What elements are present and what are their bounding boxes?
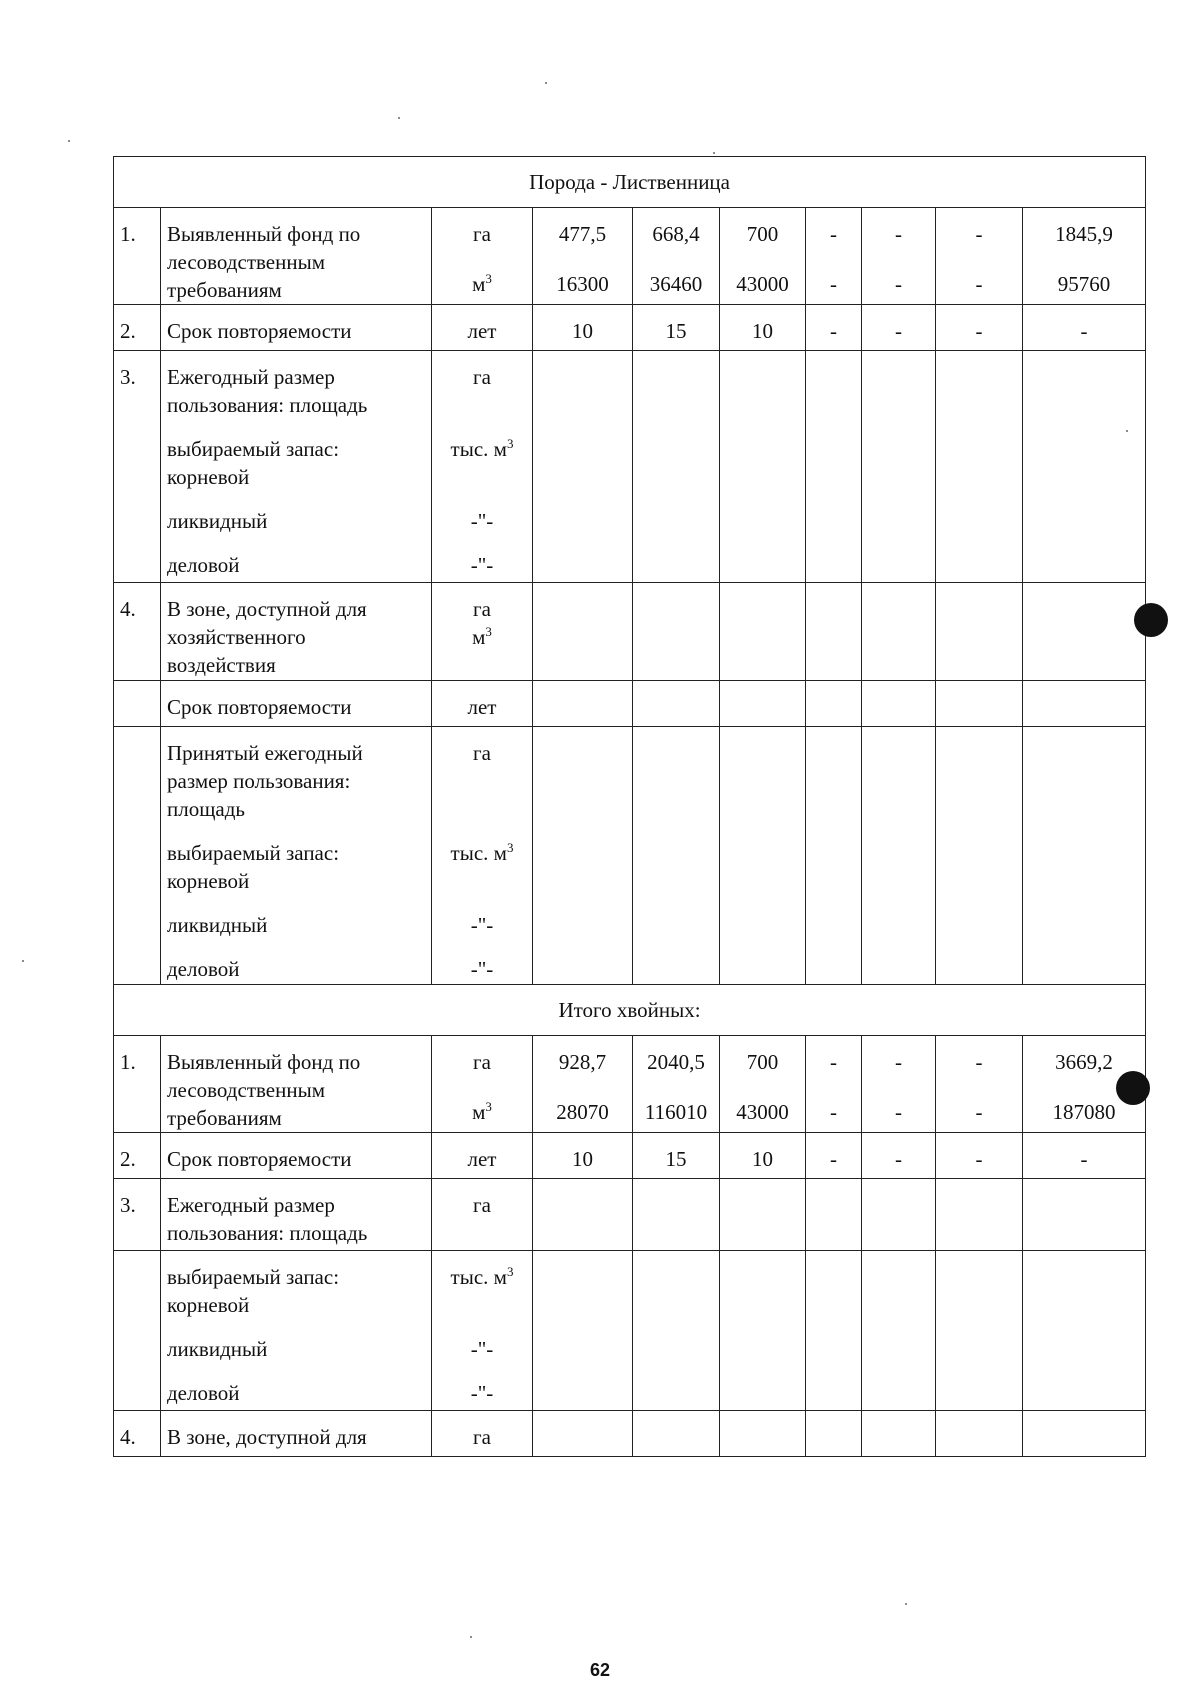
- value-cell: [633, 1133, 720, 1179]
- label-line: лесоводственным: [167, 1078, 325, 1102]
- row-unit: [432, 351, 533, 583]
- label-line: требованиям: [167, 278, 282, 302]
- unit-text: -"-: [470, 913, 494, 937]
- unit-text: га: [473, 741, 491, 765]
- value-cell: [633, 1036, 720, 1133]
- value-cell: [862, 1411, 936, 1457]
- value-cell: [533, 1179, 633, 1251]
- label-line: требованиям: [167, 1106, 282, 1130]
- value-text: 36460: [649, 272, 703, 296]
- row-label: [161, 1133, 432, 1179]
- unit-spacer: [432, 767, 532, 795]
- value-cell: [533, 1133, 633, 1179]
- unit-text: лет: [467, 695, 497, 719]
- value-cell: [806, 1251, 862, 1411]
- unit-group: [432, 739, 532, 823]
- value-text: -: [895, 319, 902, 343]
- value-cell: [936, 583, 1023, 681]
- unit-group: [432, 1263, 532, 1319]
- section-title: Порода - Лиственница: [114, 157, 1146, 208]
- value-cell: [806, 1411, 862, 1457]
- unit-text: лет: [467, 319, 497, 343]
- value-cell: [862, 1179, 936, 1251]
- table-row: [114, 583, 1146, 681]
- unit-text: га: [473, 1425, 491, 1449]
- section-title: Итого хвойных:: [114, 985, 1146, 1036]
- row-label: [161, 1179, 432, 1251]
- unit-group: [432, 1335, 532, 1363]
- label-line: корневой: [167, 465, 250, 489]
- value-text: -: [975, 1100, 983, 1124]
- value-text: 668,4: [652, 222, 700, 246]
- label-group: [167, 839, 427, 895]
- row-label: [161, 1251, 432, 1411]
- ink-blot-mark: [1134, 603, 1168, 637]
- value-text: -: [1080, 319, 1088, 343]
- row-number: [114, 727, 161, 985]
- value-text: 1845,9: [1055, 222, 1113, 246]
- value-cell: [633, 1179, 720, 1251]
- value-cell: [533, 351, 633, 583]
- value-cell: [1023, 1411, 1146, 1457]
- row-label: [161, 305, 432, 351]
- label-line: выбираемый запас:: [167, 1265, 340, 1289]
- row-unit: [432, 727, 533, 985]
- section-header-row: [114, 985, 1146, 1036]
- value-cell: [533, 208, 633, 305]
- value-cell: [633, 583, 720, 681]
- value-text: -: [830, 1050, 837, 1074]
- value-text: 2040,5: [647, 1050, 705, 1074]
- value-cell: [936, 681, 1023, 727]
- row-unit: [432, 1133, 533, 1179]
- value-cell: [1023, 727, 1146, 985]
- unit-spacer: [432, 795, 532, 823]
- label-line: размер пользования:: [167, 769, 351, 793]
- value-cell: [806, 1179, 862, 1251]
- value-cell: [1023, 681, 1146, 727]
- row-label: [161, 727, 432, 985]
- label-line: выбираемый запас:: [167, 841, 340, 865]
- value-cell: [1023, 1179, 1146, 1251]
- value-cell: [862, 1133, 936, 1179]
- value-text: -: [830, 1100, 837, 1124]
- label-line: Выявленный фонд по: [167, 1050, 361, 1074]
- value-text: -: [895, 272, 902, 296]
- row-number: [114, 1251, 161, 1411]
- row-number: 1.: [114, 1036, 161, 1133]
- value-cell: [633, 1411, 720, 1457]
- value-cell: [633, 727, 720, 985]
- value-cell: [862, 208, 936, 305]
- value-text: -: [895, 1100, 902, 1124]
- value-cell: [633, 351, 720, 583]
- unit-spacer: [432, 1291, 532, 1319]
- row-label: [161, 1036, 432, 1133]
- value-cell: [533, 583, 633, 681]
- value-cell: [720, 1411, 806, 1457]
- table-row: [114, 1133, 1146, 1179]
- row-number: 4.: [114, 583, 161, 681]
- value-text: 928,7: [558, 1050, 607, 1074]
- row-number: 2.: [114, 1133, 161, 1179]
- value-cell: [806, 305, 862, 351]
- value-cell: [720, 583, 806, 681]
- value-cell: [862, 681, 936, 727]
- label-group: [167, 911, 427, 939]
- value-cell: [862, 583, 936, 681]
- value-text: 95760: [1057, 272, 1111, 296]
- table-row: [114, 727, 1146, 985]
- label-group: [167, 551, 427, 579]
- value-cell: [1023, 351, 1146, 583]
- label-line: пользования: площадь: [167, 393, 368, 417]
- label-group: [167, 1263, 427, 1319]
- label-line: лесоводственным: [167, 250, 325, 274]
- value-cell: [862, 351, 936, 583]
- value-text: -: [1080, 1147, 1088, 1171]
- label-line: площадь: [167, 797, 245, 821]
- row-number: 3.: [114, 351, 161, 583]
- value-cell: [936, 727, 1023, 985]
- unit-text: тыс. $м^3$: [450, 436, 514, 461]
- value-cell: [720, 1179, 806, 1251]
- label-line: Срок повторяемости: [167, 319, 352, 343]
- row-unit: [432, 583, 533, 681]
- label-group: [167, 507, 427, 535]
- value-text: 116010: [644, 1100, 708, 1124]
- unit-spacer: [432, 391, 532, 419]
- table-row: [114, 1411, 1146, 1457]
- unit-text: тыс. $м^3$: [450, 840, 514, 865]
- value-cell: [862, 305, 936, 351]
- value-cell: [633, 305, 720, 351]
- label-line: ликвидный: [167, 913, 268, 937]
- label-line: корневой: [167, 869, 250, 893]
- value-cell: [936, 305, 1023, 351]
- unit-spacer: [432, 867, 532, 895]
- value-text: 10: [572, 319, 593, 343]
- unit-text: -"-: [470, 957, 494, 981]
- value-cell: [720, 727, 806, 985]
- label-line: деловой: [167, 957, 240, 981]
- value-cell: [936, 351, 1023, 583]
- label-line: В зоне, доступной для: [167, 1425, 367, 1449]
- value-text: 3669,2: [1055, 1050, 1113, 1074]
- value-text: -: [895, 222, 902, 246]
- unit-text: $м^3$: [472, 624, 492, 649]
- value-cell: [720, 1036, 806, 1133]
- value-cell: [533, 681, 633, 727]
- unit-text: га: [473, 222, 491, 246]
- value-cell: [862, 1251, 936, 1411]
- label-group: [167, 1335, 427, 1363]
- unit-text: -"-: [470, 1381, 494, 1405]
- row-unit: [432, 681, 533, 727]
- value-cell: [720, 1251, 806, 1411]
- value-text: 10: [572, 1147, 593, 1171]
- value-text: 28070: [556, 1100, 609, 1124]
- row-number: [114, 681, 161, 727]
- value-text: -: [830, 1147, 837, 1171]
- value-cell: [806, 1036, 862, 1133]
- label-line: деловой: [167, 1381, 240, 1405]
- unit-text: га: [473, 597, 491, 621]
- value-text: 477,5: [558, 222, 607, 246]
- unit-group: [432, 507, 532, 535]
- value-cell: [720, 681, 806, 727]
- label-line: Принятый ежегодный: [167, 741, 363, 765]
- value-text: 187080: [1052, 1100, 1116, 1124]
- label-group: [167, 363, 427, 419]
- label-line: корневой: [167, 1293, 250, 1317]
- value-text: 700: [746, 222, 779, 246]
- value-cell: [936, 1179, 1023, 1251]
- unit-group: [432, 911, 532, 939]
- value-text: -: [975, 1050, 983, 1074]
- value-text: -: [830, 319, 837, 343]
- value-cell: [936, 1411, 1023, 1457]
- value-cell: [862, 727, 936, 985]
- value-text: 43000: [736, 1100, 789, 1124]
- label-line: хозяйственного: [167, 625, 306, 649]
- label-line: деловой: [167, 553, 240, 577]
- value-cell: [720, 1133, 806, 1179]
- value-cell: [806, 351, 862, 583]
- unit-text: га: [473, 1193, 491, 1217]
- unit-text: га: [473, 1050, 491, 1074]
- section-header-row: [114, 157, 1146, 208]
- value-text: -: [830, 222, 837, 246]
- ink-blot-mark: [1116, 1071, 1150, 1105]
- value-cell: [633, 208, 720, 305]
- value-cell: [1023, 305, 1146, 351]
- row-label: [161, 1411, 432, 1457]
- unit-group: [432, 955, 532, 983]
- value-cell: [533, 727, 633, 985]
- table-row: [114, 681, 1146, 727]
- value-text: -: [975, 272, 983, 296]
- row-label: [161, 351, 432, 583]
- value-text: -: [975, 222, 983, 246]
- forest-fund-table: [113, 156, 1146, 1457]
- label-group: [167, 955, 427, 983]
- value-cell: [806, 727, 862, 985]
- value-cell: [1023, 583, 1146, 681]
- label-line: Ежегодный размер: [167, 365, 335, 389]
- label-line: Ежегодный размер: [167, 1193, 335, 1217]
- value-cell: [806, 681, 862, 727]
- value-cell: [936, 208, 1023, 305]
- label-line: ликвидный: [167, 1337, 268, 1361]
- value-cell: [1023, 1251, 1146, 1411]
- label-line: Выявленный фонд по: [167, 222, 361, 246]
- value-cell: [1023, 208, 1146, 305]
- label-line: выбираемый запас:: [167, 437, 340, 461]
- table-row: [114, 208, 1146, 305]
- row-number: 4.: [114, 1411, 161, 1457]
- table-row: [114, 351, 1146, 583]
- value-text: 10: [752, 1147, 773, 1171]
- unit-group: [432, 363, 532, 419]
- value-text: -: [895, 1147, 902, 1171]
- label-group: [167, 435, 427, 491]
- row-number: 1.: [114, 208, 161, 305]
- unit-text: -"-: [470, 509, 494, 533]
- value-cell: [862, 1036, 936, 1133]
- row-unit: [432, 1411, 533, 1457]
- unit-text: $м^3$: [472, 271, 492, 296]
- page-number: 62: [589, 1660, 611, 1680]
- unit-group: [432, 1379, 532, 1407]
- unit-text: -"-: [470, 553, 494, 577]
- label-line: воздействия: [167, 653, 276, 677]
- unit-group: [432, 551, 532, 579]
- unit-text: $м^3$: [472, 1099, 492, 1124]
- table-row: [114, 1179, 1146, 1251]
- label-line: Срок повторяемости: [167, 695, 352, 719]
- label-line: В зоне, доступной для: [167, 597, 367, 621]
- label-group: [167, 1379, 427, 1407]
- value-cell: [806, 583, 862, 681]
- value-cell: [806, 1133, 862, 1179]
- value-text: -: [975, 319, 983, 343]
- value-cell: [533, 1036, 633, 1133]
- value-cell: [720, 305, 806, 351]
- row-number: 2.: [114, 305, 161, 351]
- table-row: [114, 305, 1146, 351]
- value-text: 43000: [736, 272, 789, 296]
- row-label: [161, 681, 432, 727]
- label-group: [167, 739, 427, 823]
- value-cell: [633, 1251, 720, 1411]
- label-line: ликвидный: [167, 509, 268, 533]
- table-row: [114, 1036, 1146, 1133]
- unit-text: га: [473, 365, 491, 389]
- value-text: 15: [665, 1147, 687, 1171]
- value-cell: [936, 1251, 1023, 1411]
- row-unit: [432, 1251, 533, 1411]
- row-unit: [432, 1179, 533, 1251]
- value-text: -: [975, 1147, 983, 1171]
- value-text: 16300: [556, 272, 609, 296]
- unit-group: [432, 839, 532, 895]
- value-cell: [533, 1411, 633, 1457]
- unit-text: тыс. $м^3$: [450, 1264, 514, 1289]
- value-cell: [936, 1036, 1023, 1133]
- value-cell: [936, 1133, 1023, 1179]
- value-cell: [633, 681, 720, 727]
- value-cell: [1023, 1133, 1146, 1179]
- row-label: [161, 208, 432, 305]
- row-label: [161, 583, 432, 681]
- label-line: пользования: площадь: [167, 1221, 368, 1245]
- value-text: 15: [665, 319, 687, 343]
- value-cell: [533, 1251, 633, 1411]
- value-text: 10: [752, 319, 773, 343]
- unit-text: лет: [467, 1147, 497, 1171]
- unit-text: -"-: [470, 1337, 494, 1361]
- value-cell: [720, 208, 806, 305]
- row-number: 3.: [114, 1179, 161, 1251]
- value-text: -: [895, 1050, 902, 1074]
- value-cell: [720, 351, 806, 583]
- label-line: Срок повторяемости: [167, 1147, 352, 1171]
- unit-group: [432, 435, 532, 491]
- unit-spacer: [432, 463, 532, 491]
- value-text: 700: [746, 1050, 779, 1074]
- value-text: -: [830, 272, 837, 296]
- value-cell: [806, 208, 862, 305]
- row-unit: [432, 1036, 533, 1133]
- row-unit: [432, 208, 533, 305]
- table-row: [114, 1251, 1146, 1411]
- row-unit: [432, 305, 533, 351]
- value-cell: [533, 305, 633, 351]
